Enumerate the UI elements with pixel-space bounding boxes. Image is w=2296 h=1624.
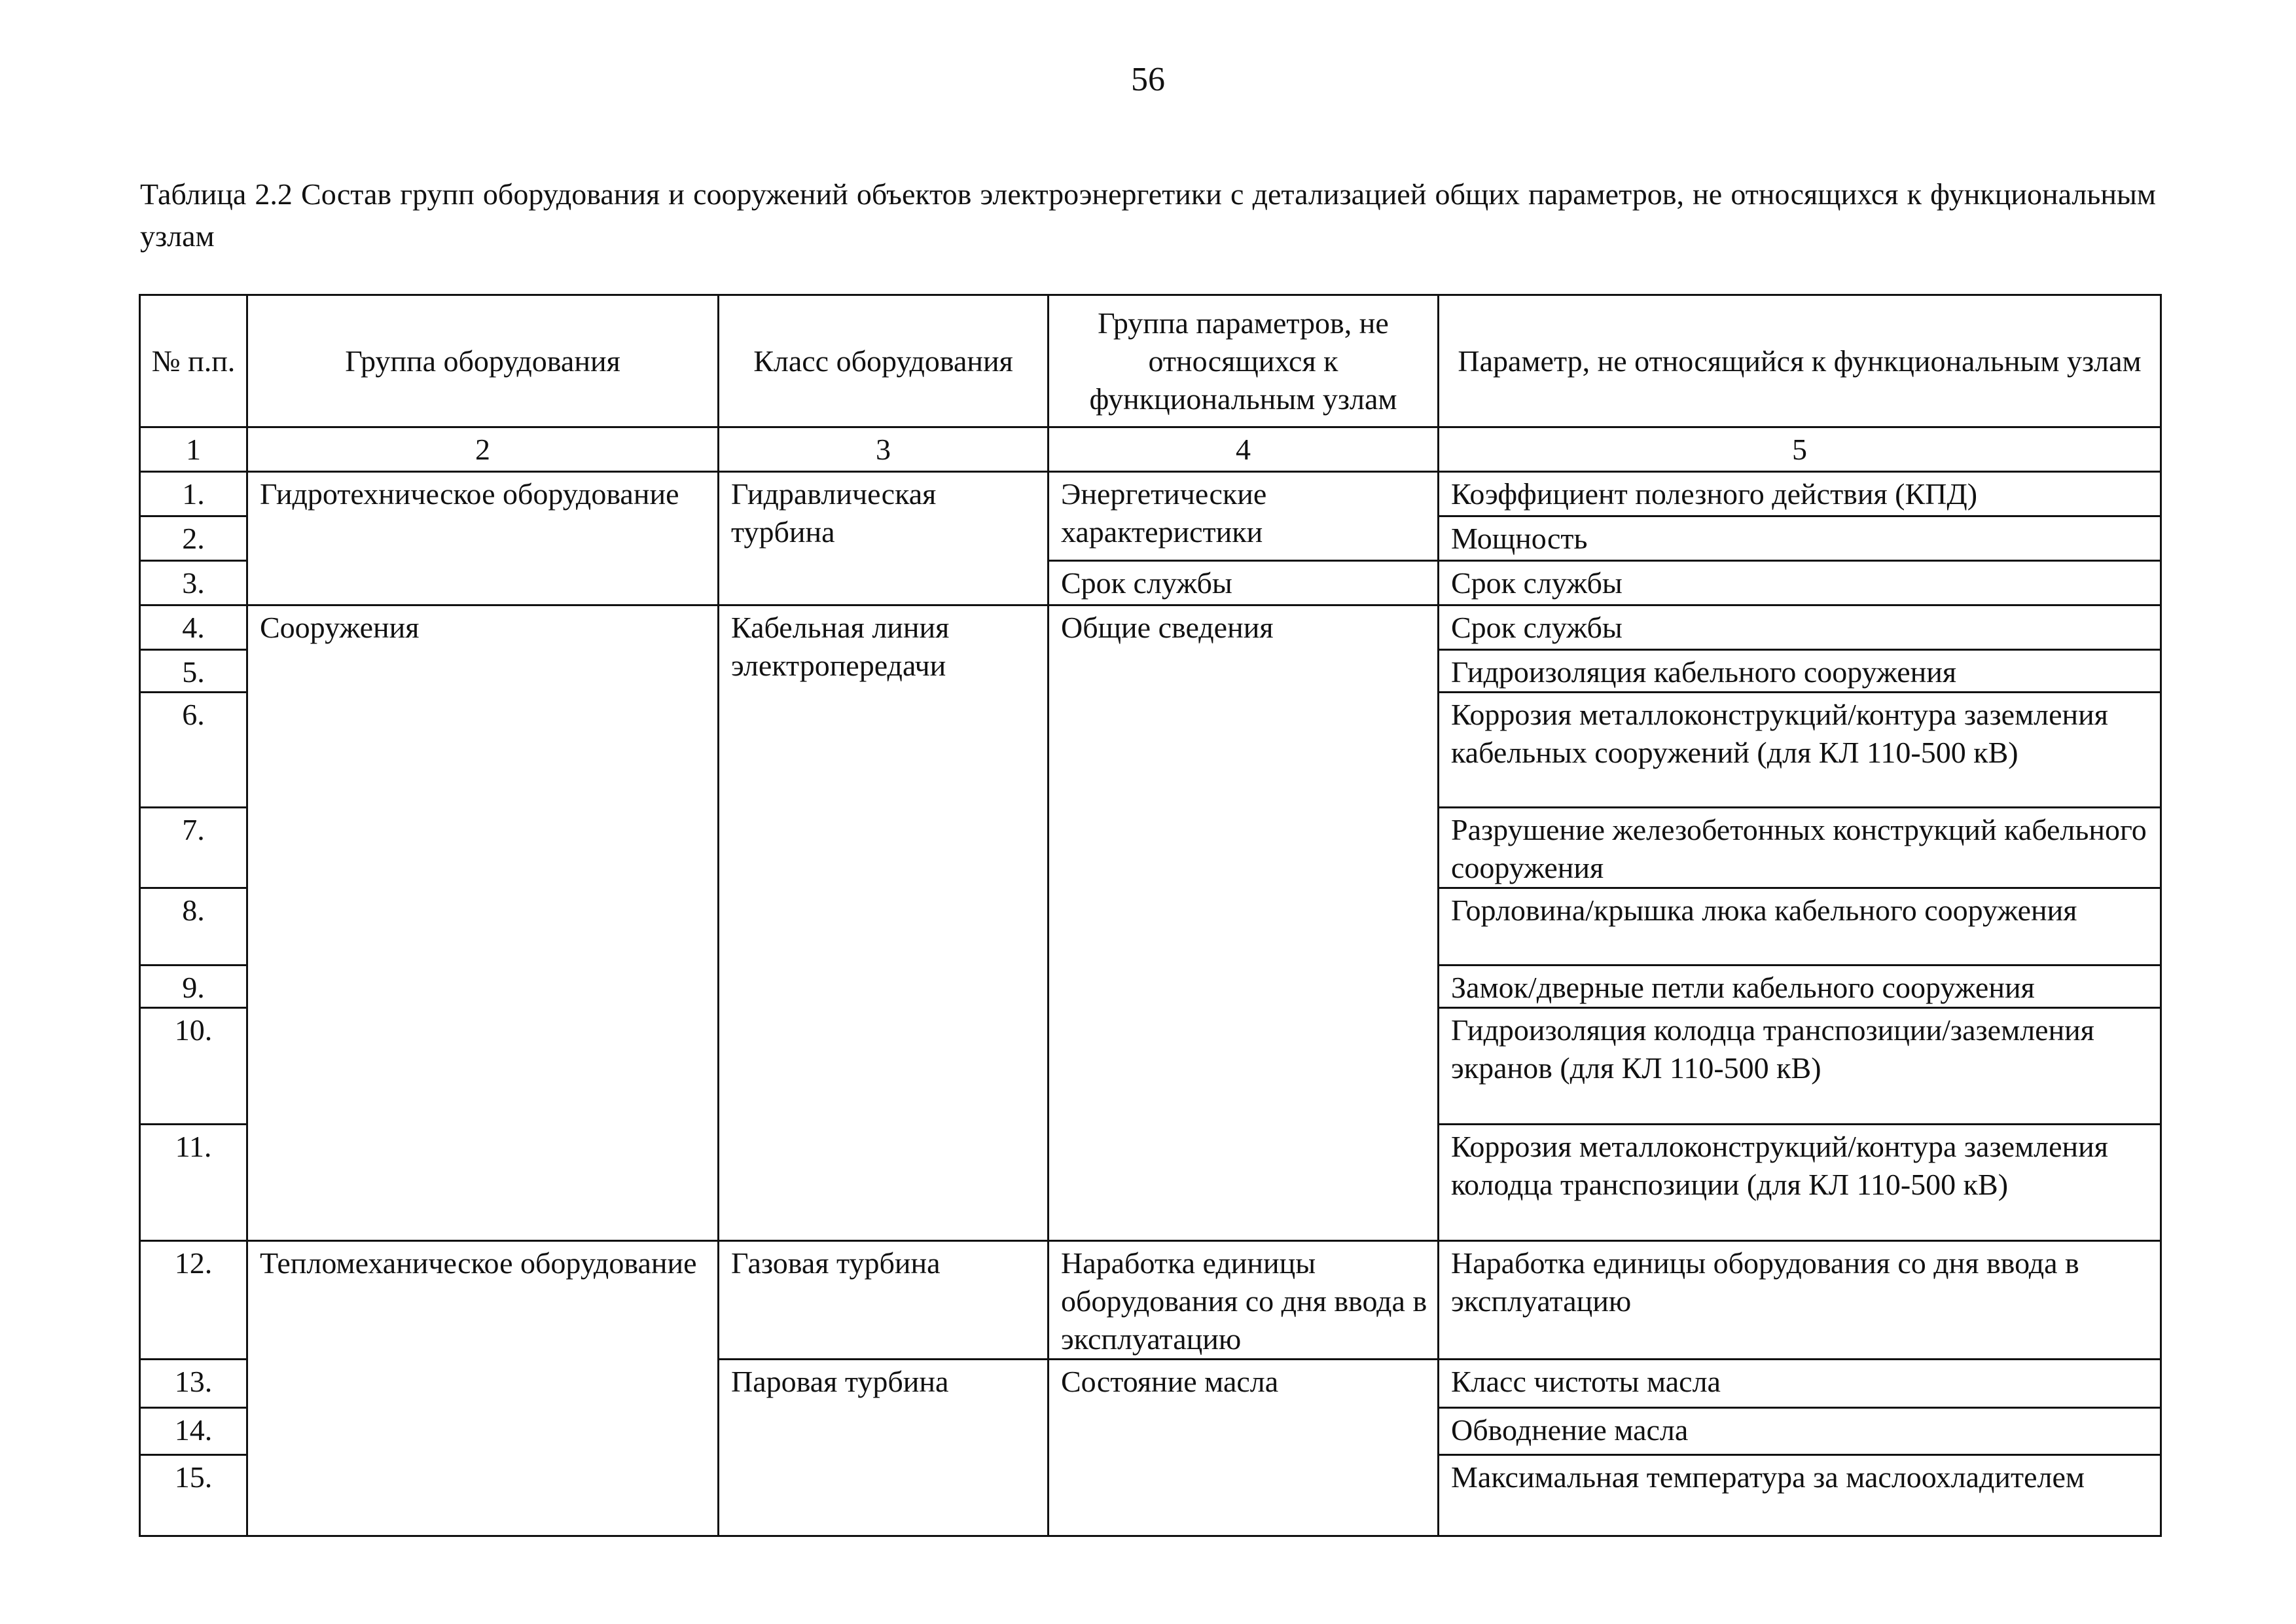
row-number: 4. <box>140 605 247 650</box>
row-number: 1. <box>140 472 247 516</box>
equipment-table <box>139 294 2162 1537</box>
column-number: 5 <box>1439 427 2161 472</box>
parameter-cell: Класс чистоты масла <box>1439 1360 2161 1408</box>
parameter-cell: Разрушение железобетонных конструкций кабельного сооружения <box>1439 808 2161 888</box>
row-number: 9. <box>140 965 247 1008</box>
table-row <box>140 472 2161 516</box>
equipment-class-cell: Паровая турбина <box>719 1360 1049 1536</box>
page-number: 56 <box>1131 61 1165 98</box>
parameter-cell: Горловина/крышка люка кабельного сооружения <box>1439 888 2161 965</box>
column-numbers-row <box>140 427 2161 472</box>
header-parameter-group: Группа параметров, не относящихся к функциональным узлам <box>1049 295 1439 427</box>
parameter-cell: Гидроизоляция колодца транспозиции/заземления экранов (для КЛ 110-500 кВ) <box>1439 1008 2161 1125</box>
equipment-group-cell: Сооружения <box>247 605 719 1241</box>
row-number: 13. <box>140 1360 247 1408</box>
parameter-cell: Коррозия металлоконструкций/контура заземления кабельных сооружений (для КЛ 110-500 кВ) <box>1439 693 2161 808</box>
parameter-cell: Коррозия металлоконструкций/контура заземления колодца транспозиции (для КЛ 110-500 кВ) <box>1439 1125 2161 1241</box>
table-row <box>140 605 2161 650</box>
parameter-cell: Коэффициент полезного действия (КПД) <box>1439 472 2161 516</box>
row-number: 3. <box>140 561 247 605</box>
parameter-group-cell: Энергетические характеристики <box>1049 472 1439 561</box>
parameter-cell: Максимальная температура за маслоохладителем <box>1439 1455 2161 1536</box>
header-parameter: Параметр, не относящийся к функциональным узлам <box>1439 295 2161 427</box>
equipment-group-cell: Тепломеханическое оборудование <box>247 1241 719 1536</box>
column-number: 1 <box>140 427 247 472</box>
column-number: 3 <box>719 427 1049 472</box>
header-equipment-class: Класс оборудования <box>719 295 1049 427</box>
parameter-cell: Обводнение масла <box>1439 1408 2161 1455</box>
parameter-cell: Наработка единицы оборудования со дня ввода в эксплуатацию <box>1439 1241 2161 1360</box>
table-row <box>140 1241 2161 1360</box>
row-number: 7. <box>140 808 247 888</box>
table-header-row <box>140 295 2161 427</box>
equipment-group-cell: Гидротехническое оборудование <box>247 472 719 605</box>
parameter-cell: Мощность <box>1439 516 2161 561</box>
parameter-group-cell: Общие сведения <box>1049 605 1439 1241</box>
parameter-group-cell: Состояние масла <box>1049 1360 1439 1536</box>
parameter-group-cell: Срок службы <box>1049 561 1439 605</box>
header-equipment-group: Группа оборудования <box>247 295 719 427</box>
header-number: № п.п. <box>140 295 247 427</box>
parameter-cell: Замок/дверные петли кабельного сооружения <box>1439 965 2161 1008</box>
row-number: 12. <box>140 1241 247 1360</box>
row-number: 15. <box>140 1455 247 1536</box>
equipment-class-cell: Кабельная линия электропередачи <box>719 605 1049 1241</box>
row-number: 2. <box>140 516 247 561</box>
equipment-class-cell: Гидравлическая турбина <box>719 472 1049 605</box>
parameter-cell: Гидроизоляция кабельного сооружения <box>1439 650 2161 693</box>
row-number: 6. <box>140 693 247 808</box>
equipment-class-cell: Газовая турбина <box>719 1241 1049 1360</box>
parameter-group-cell: Наработка единицы оборудования со дня ввода в эксплуатацию <box>1049 1241 1439 1360</box>
parameter-cell: Срок службы <box>1439 605 2161 650</box>
row-number: 11. <box>140 1125 247 1241</box>
table-caption: Таблица 2.2 Состав групп оборудования и сооружений объектов электроэнергетики с детализацией общих параметров, не относящихся к функциональным узлам <box>140 177 2156 253</box>
parameter-cell: Срок службы <box>1439 561 2161 605</box>
row-number: 8. <box>140 888 247 965</box>
row-number: 14. <box>140 1408 247 1455</box>
column-number: 2 <box>247 427 719 472</box>
row-number: 5. <box>140 650 247 693</box>
row-number: 10. <box>140 1008 247 1125</box>
column-number: 4 <box>1049 427 1439 472</box>
